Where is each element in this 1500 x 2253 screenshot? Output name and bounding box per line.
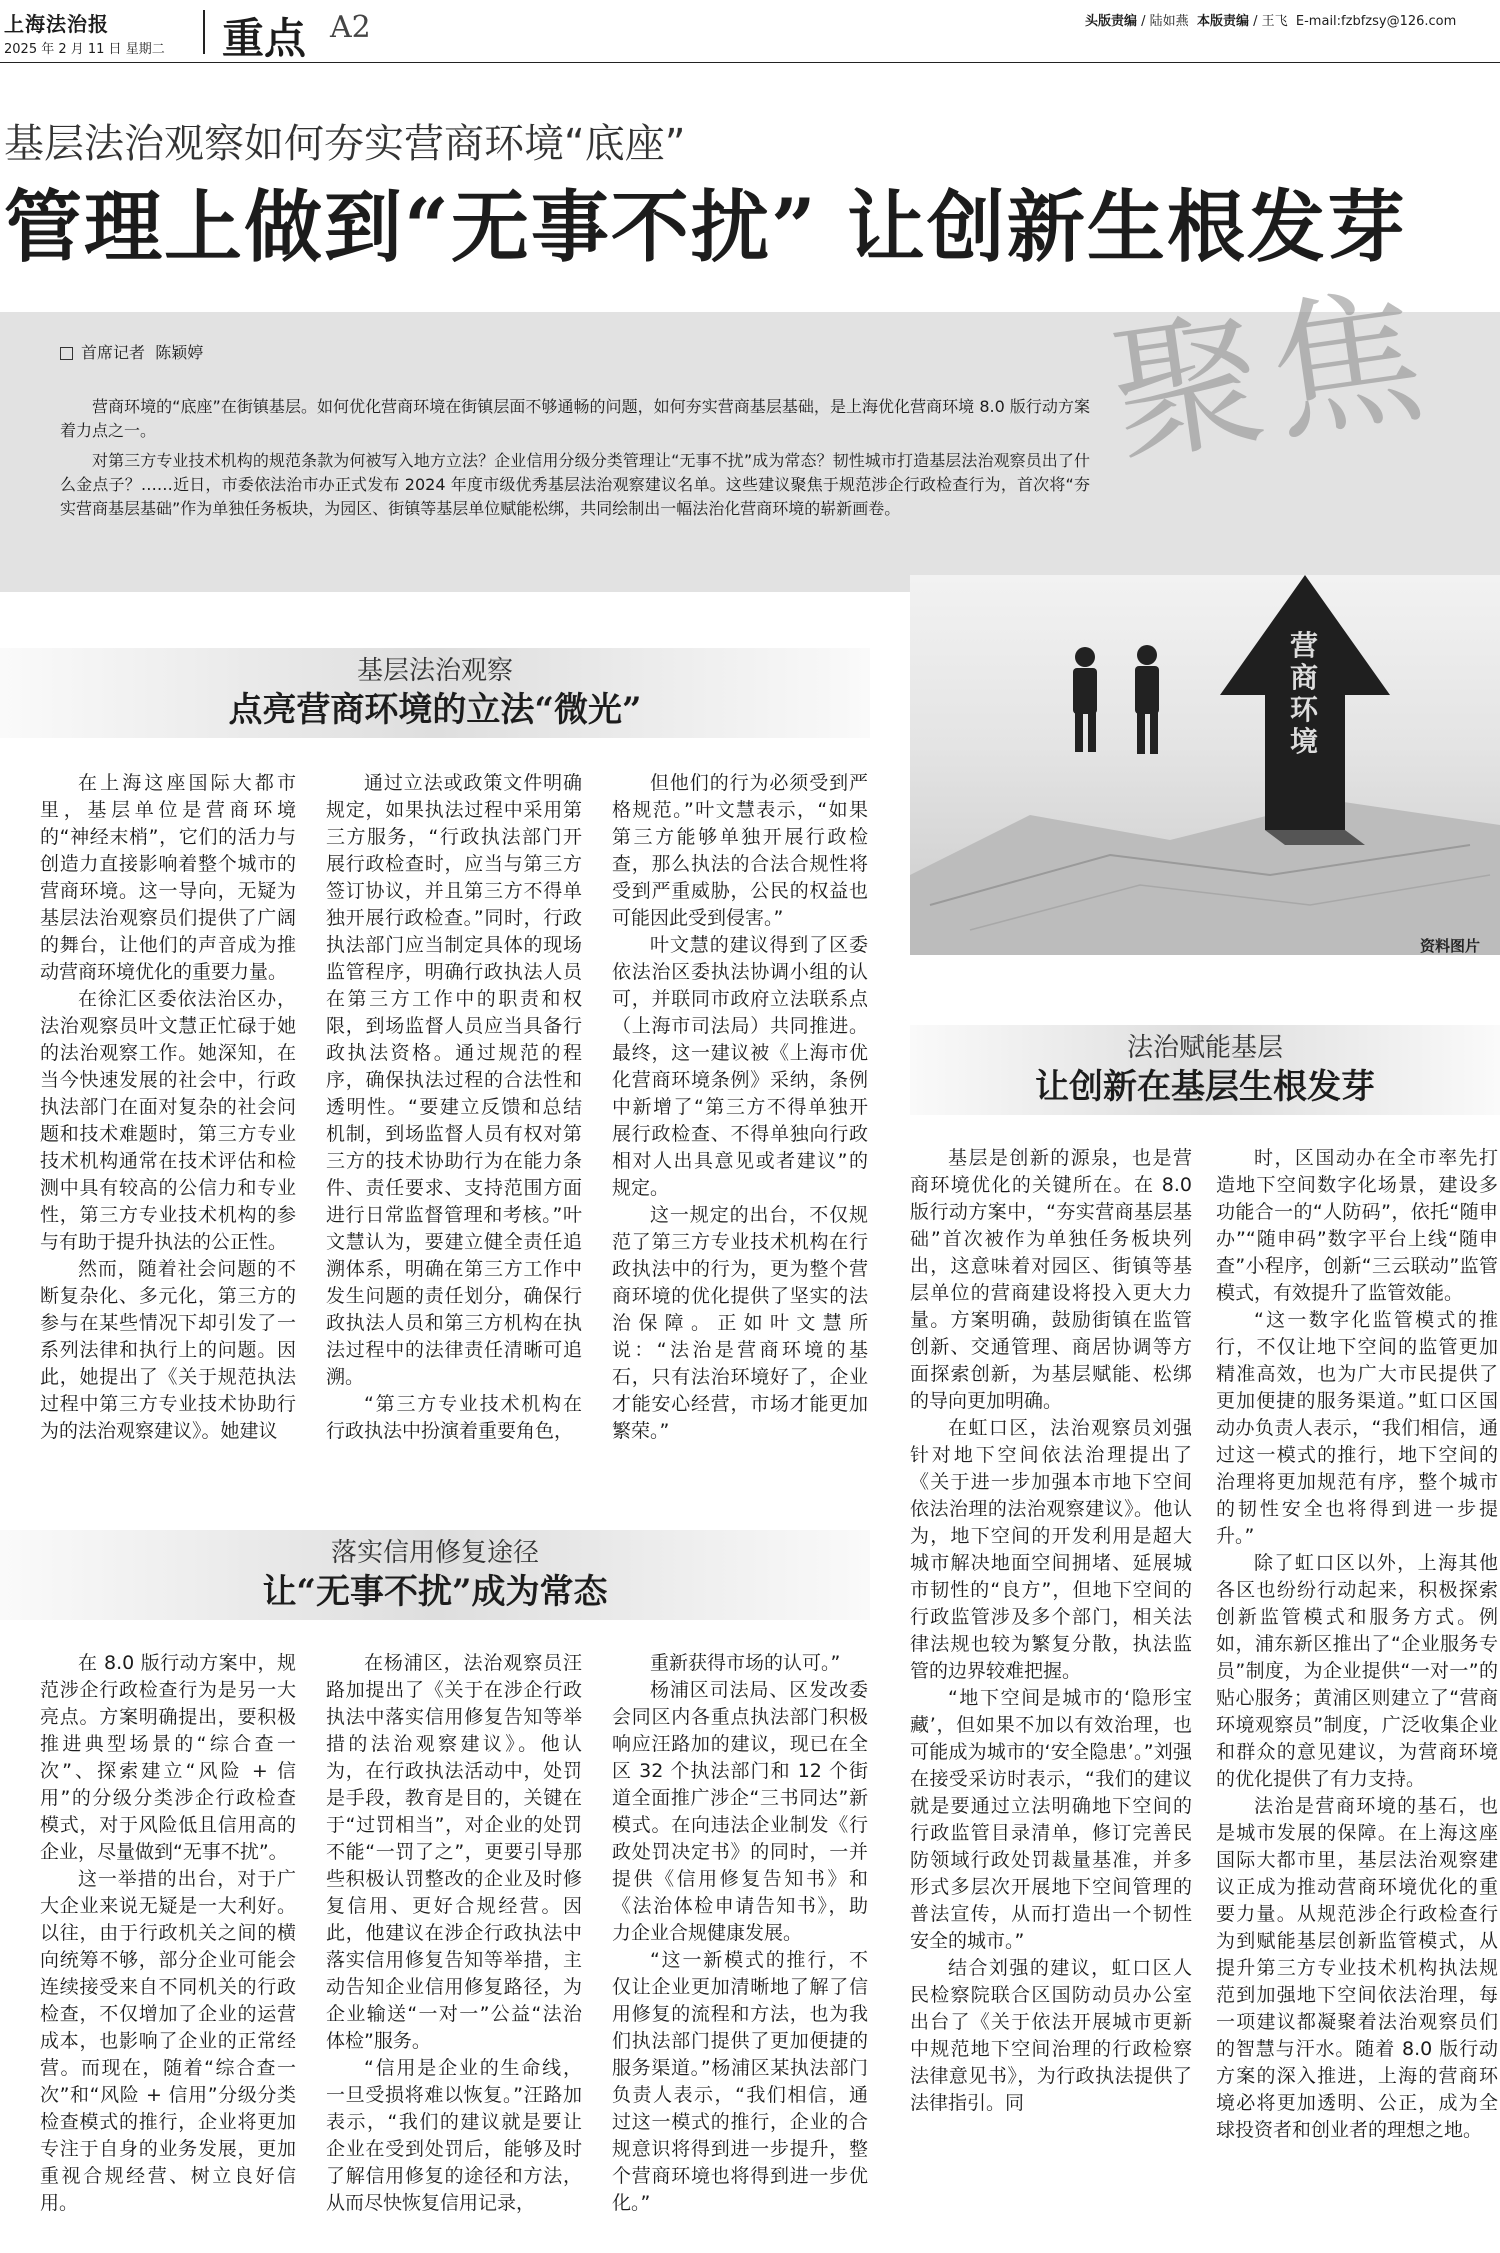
paragraph: 在虹口区，法治观察员刘强针对地下空间依法治理提出了《关于进一步加强本市地下空间依法治理的法治观察建议》。他认为，地下空间的开发利用是超大城市解决地面空间拥堵、延展城市韧性的“良方”，但地下空间的行政监管涉及多个部门，相关法律法规也较为繁复分散，执法监管的边界较难把握。 [910, 1417, 1192, 1682]
section-columns [40, 770, 868, 1490]
photo-credit: 资料图片 [1420, 937, 1481, 955]
front-editor: 陆如燕 [1149, 14, 1189, 29]
section-title: 让“无事不扰”成为常态 [262, 1572, 608, 1612]
masthead-divider [203, 10, 205, 54]
issue-date: 2025 年 2 月 11 日 星期二 [4, 42, 165, 57]
editors-line: 头版责编 / 陆如燕 本版责编 / 王飞 E-mail:fzbfzsy@126.com [1085, 14, 1457, 29]
paragraph: 法治是营商环境的基石，也是城市发展的保障。在上海这座国际大都市里，基层法治观察建议正成为推动营商环境优化的重要力量。从规范涉企行政检查行为到赋能基层创新监管模式，从提升第三方专业技术机构执法规范到加强地下空间依法治理，每一项建议都凝聚着法治观察员们的智慧与汗水。随着 8.0 版行动方案的深入推进，上海的营商环境必将更加透明、公正，成为全球投资者和创业者的理想之地。 [1216, 1795, 1498, 2141]
paragraph: 时，区国动办在全市率先打造地下空间数字化场景，建设多功能合一的“人防码”，依托“随申办”“随申码”数字平台上线“随申查”小程序，创新“三云联动”监管模式，有效提升了监管效能。 [1216, 1147, 1498, 1304]
byline [60, 340, 203, 363]
section-subtitle: 基层法治观察 [356, 656, 513, 686]
section-header [0, 1530, 870, 1620]
paragraph: 这一举措的出台，对于广大企业来说无疑是一大利好。以往，由于行政机关之间的横向统筹不够，部分企业可能会连续接受来自不同机关的行政检查，不仅增加了企业的运营成本，也影响了企业的正常经营。而现在，随着“综合查一次”和“风险 + 信用”分级分类检查模式的推行，企业将更加专注于自身的业务发展，更加重视合规经营、树立良好信用。 [40, 1868, 296, 2214]
paragraph: “这一数字化监管模式的推行，不仅让地下空间的监管更加精准高效，也为广大市民提供了更加便捷的服务渠道。”虹口区国动办负责人表示，“我们相信，通过这一模式的推行，地下空间的治理将更加规范有序，整个城市的韧性安全也将得到进一步提升。” [1216, 1309, 1498, 1547]
paragraph: 在杨浦区，法治观察员汪路加提出了《关于在涉企行政执法中落实信用修复告知等举措的法治观察建议》。他认为，在行政执法活动中，处罚是手段，教育是目的，关键在于“过罚相当”，对企业的处罚不能“一罚了之”，更要引导那些积极认罚整改的企业及时修复信用、更好合规经营。因此，他建议在涉企行政执法中落实信用修复告知等举措，主动告知企业信用修复路径，为企业输送“一对一”公益“法治体检”服务。 [326, 1652, 582, 2052]
lead-paragraph: 对第三方专业技术机构的规范条款为何被写入地方立法？企业信用分级分类管理让“无事不扰”成为常态？韧性城市打造基层法治观察员出了什么金点子？……近日，市委依法治市办正式发布 2024 年度市级优秀基层法治观察建议名单。这些建议聚焦于规范涉企行政检查行为，首次将“夯实营商基层基础”作为单独任务板块，为园区、街镇等基层单位赋能松绑，共同绘制出一幅法治化营商环境的崭新画卷。 [60, 451, 1090, 518]
article-headline: 管理上做到“无事不扰” 让创新生根发芽 [4, 182, 1407, 273]
paragraph: 通过立法或政策文件明确规定，如果执法过程中采用第三方服务，“行政执法部门开展行政检查时，应当与第三方签订协议，并且第三方不得单独开展行政检查。”同时，行政执法部门应当制定具体的现场监管程序，明确行政执法人员在第三方工作中的职责和权限，到场监督人员应当具备行政执法资格。通过规范的程序，确保执法过程的合法性和透明性。“要建立反馈和总结机制，到场监督人员有权对第三方的技术协助行为在能力条件、责任要求、支持范围方面进行日常监督管理和考核。”叶文慧认为，要建立健全责任追溯体系，明确在第三方工作中发生问题的责任划分，确保行政执法人员和第三方机构在执法过程中的法律责任清晰可追溯。 [326, 772, 582, 1388]
byline-label: 首席记者 [81, 343, 146, 362]
newspaper-logo: 上海法治报 [4, 12, 109, 36]
section-name: 重点 [222, 14, 307, 63]
text-column [1216, 1145, 1498, 2245]
paragraph: 重新获得市场的认可。” [650, 1652, 841, 1674]
text-column [40, 770, 296, 1490]
paragraph: 这一规定的出台，不仅规范了第三方专业技术机构在行政执法中的行为，更为整个营商环境的优化提供了坚实的法治保障。正如叶文慧所说：“法治是营商环境的基石，只有法治环境好了，企业才能安心经营，市场才能更加繁荣。” [612, 1204, 868, 1442]
text-column [40, 1650, 296, 2246]
paragraph: 在上海这座国际大都市里，基层单位是营商环境的“神经末梢”，它们的活力与创造力直接影响着整个城市的营商环境。这一导向，无疑为基层法治观察员们提供了广阔的舞台，让他们的声音成为推动营商环境优化的重要力量。 [40, 772, 296, 983]
section-columns [910, 1145, 1498, 2245]
paragraph: 叶文慧的建议得到了区委依法治区委执法协调小组的认可，并联同市政府立法联系点（上海市司法局）共同推进。最终，这一建议被《上海市优化营商环境条例》采纳，条例中新增了“第三方不得单独开展行政检查、不得单独向行政相对人出具意见或者建议”的规定。 [612, 934, 868, 1199]
text-column [612, 1650, 868, 2246]
paragraph: 结合刘强的建议，虹口区人民检察院联合区国防动员办公室出台了《关于依法开展城市更新中规范地下空间治理的行政检察法律意见书》，为行政执法提供了法律指引。同 [910, 1957, 1192, 2114]
section-title: 让创新在基层生根发芽 [1035, 1067, 1375, 1107]
arrow-sign-text: 营商环境 [1289, 629, 1318, 758]
lead-paragraph: 营商环境的“底座”在街镇基层。如何优化营商环境在街镇层面不够通畅的问题，如何夯实营商基层基础，是上海优化营商环境 8.0 版行动方案着力点之一。 [60, 397, 1090, 440]
text-column [326, 770, 582, 1490]
section-columns [40, 1650, 868, 2246]
section-header [910, 1025, 1500, 1115]
page-editor: 王飞 [1261, 14, 1288, 29]
page-number: A2 [330, 10, 371, 45]
page-editor-label: 本版责编 [1196, 14, 1249, 29]
byline-square-icon [60, 347, 73, 360]
text-column [612, 770, 868, 1490]
paragraph: “信用是企业的生命线，一旦受损将难以恢复。”汪路加表示，“我们的建议就是要让企业在受到处罚后，能够及时了解信用修复的途径和方法，从而尽快恢复信用记录， [326, 2057, 582, 2214]
masthead [0, 0, 1500, 63]
section-subtitle: 落实信用修复途径 [330, 1538, 539, 1568]
byline-name: 陈颖婷 [155, 343, 204, 362]
paragraph: 在 8.0 版行动方案中，规范涉企行政检查行为是另一大亮点。方案明确提出，要积极推进典型场景的“综合查一次”、探索建立“风险 + 信用”的分级分类涉企行政检查模式，对于风险低且信用高的企业，尽量做到“无事不扰”。 [40, 1652, 296, 1863]
front-editor-label: 头版责编 [1085, 14, 1138, 29]
paragraph: 除了虹口区以外，上海其他各区也纷纷行动起来，积极探索创新监管模式和服务方式。例如，浦东新区推出了“企业服务专员”制度，为企业提供“一对一”的贴心服务；黄浦区则建立了“营商环境观察员”制度，广泛收集企业和群众的意见建议，为营商环境的优化提供了有力支持。 [1216, 1552, 1498, 1790]
paragraph: 在徐汇区委依法治区办，法治观察员叶文慧正忙碌于她的法治观察工作。她深知，在当今快速发展的社会中，行政执法部门在面对复杂的社会问题和技术难题时，第三方专业技术机构通常在技术评估和检测中具有较高的公信力和专业性，第三方专业技术机构的参与有助于提升执法的公正性。 [40, 988, 296, 1253]
paragraph: 但他们的行为必须受到严格规范。”叶文慧表示，“如果第三方能够单独开展行政检查，那么执法的合法合规性将受到严重威胁，公民的权益也可能因此受到侵害。” [612, 772, 868, 929]
article-lead [60, 395, 1090, 521]
text-column [326, 1650, 582, 2246]
business-environment-photo [910, 575, 1500, 955]
paragraph: “这一新模式的推行，不仅让企业更加清晰地了解了信用修复的流程和方法，也为我们执法部门提供了更加便捷的服务渠道。”杨浦区某执法部门负责人表示，“我们相信，通过这一模式的推行，企业的合规意识将得到进一步提升，整个营商环境也将得到进一步优化。” [612, 1949, 868, 2214]
paragraph: “地下空间是城市的‘隐形宝藏’，但如果不加以有效治理，也可能成为城市的‘安全隐患’。”刘强在接受采访时表示，“我们的建议就是要通过立法明确地下空间的行政监管目录清单，修订完善民防领域行政处罚裁量基准，并多形式多层次开展地下空间管理的普法宣传，从而打造出一个韧性安全的城市。” [910, 1687, 1192, 1952]
section-title: 点亮营商环境的立法“微光” [228, 690, 642, 730]
arrow-illustration-icon [910, 575, 1500, 955]
text-column [910, 1145, 1192, 2245]
section-header [0, 648, 870, 738]
section-subtitle: 法治赋能基层 [1126, 1033, 1283, 1063]
paragraph: 然而，随着社会问题的不断复杂化、多元化，第三方的参与在某些情况下却引发了一系列法律和执行上的问题。因此，她提出了《关于规范执法过程中第三方专业技术协助行为的法治观察建议》。她建议 [40, 1258, 296, 1442]
paragraph: 杨浦区司法局、区发改委会同区内各重点执法部门积极响应汪路加的建议，现已在全区 32 个执法部门和 12 个街道全面推广涉企“三书同达”新模式。在向违法企业制发《行政处罚决定书》的同时，一并提供《信用修复告知书》和《法治体检申请告知书》，助力企业合规健康发展。 [612, 1679, 868, 1944]
editor-email: E-mail:fzbfzsy@126.com [1295, 14, 1457, 29]
paragraph: 基层是创新的源泉，也是营商环境优化的关键所在。在 8.0 版行动方案中，“夯实营商基层基础”首次被作为单独任务板块列出，这意味着对园区、街镇等基层单位的营商建设将投入更大力量。方案明确，鼓励街镇在监管创新、交通管理、商居协调等方面探索创新，为基层赋能、松绑的导向更加明确。 [910, 1147, 1192, 1412]
focus-calligraphy: 聚焦 [1101, 268, 1443, 486]
article-kicker: 基层法治观察如何夯实营商环境“底座” [4, 121, 686, 167]
paragraph: “第三方专业技术机构在行政执法中扮演着重要角色， [326, 1393, 582, 1442]
